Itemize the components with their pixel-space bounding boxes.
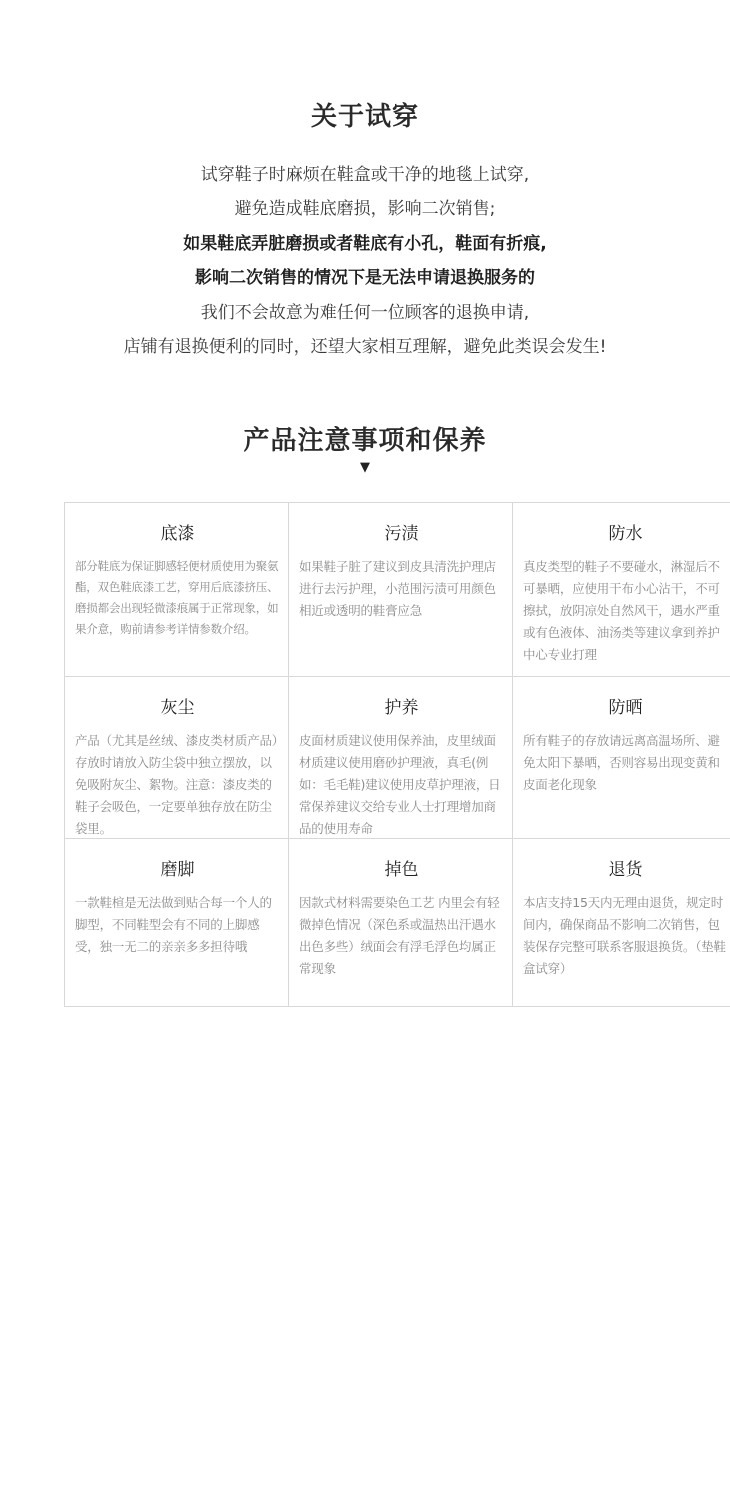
care-tip-rubbing (65, 839, 289, 1007)
care-tip-title: 防晒 (608, 698, 643, 718)
trial-section-title: 关于试穿 (310, 102, 419, 132)
care-tip-title: 掉色 (384, 860, 419, 880)
care-tip-text: 真皮类型的鞋子不要碰水，淋湿后不可暴晒，应使用干布小心沾干，不可擦拭，放阴凉处自然风干，遇水严重或有色液体、油汤类等建议拿到养护中心专业打理 (523, 559, 720, 662)
care-tip-title: 灰尘 (160, 698, 195, 718)
trial-line: 店铺有退换便利的同时，还望大家相互理解，避免此类误会发生! (123, 337, 607, 358)
care-tip-text: 本店支持15天内无理由退货，规定时间内，确保商品不影响二次销售，包装保存完整可联系客服退换货。（垫鞋盒试穿） (523, 895, 726, 976)
care-tip-sun (513, 677, 730, 839)
trial-line: 我们不会故意为难任何一位顾客的退换申请, (200, 302, 530, 323)
care-tip-title: 污渍 (384, 524, 419, 544)
trial-line-emphasis: 如果鞋底弄脏磨损或者鞋底有小孔，鞋面有折痕, (183, 233, 547, 254)
trial-line: 试穿鞋子时麻烦在鞋盒或干净的地毯上试穿, (200, 165, 530, 185)
care-tip-fading (289, 839, 513, 1007)
care-tip-stains (289, 503, 513, 677)
care-tip-text: 所有鞋子的存放请远离高温场所、避免太阳下暴晒，否则容易出现变黄和皮面老化现象 (523, 733, 720, 792)
care-tip-title: 护养 (384, 698, 419, 718)
care-tip-waterproof (513, 503, 730, 677)
trial-notice-text (0, 158, 730, 364)
care-tips-grid (64, 502, 730, 1007)
trial-line-emphasis: 影响二次销售的情况下是无法申请退换服务的 (195, 268, 535, 289)
care-tip-text: 一款鞋楦是无法做到贴合每一个人的脚型，不同鞋型会有不同的上脚感受，独一无二的亲亲多多担待哦 (75, 895, 272, 954)
care-tip-title: 退货 (608, 860, 643, 880)
care-tip-text: 产品（尤其是丝绒、漆皮类材质产品）存放时请放入防尘袋中独立摆放，以免吸附灰尘、絮物。注意：漆皮类的鞋子会吸色，一定要单独存放在防尘袋里。 (75, 733, 278, 836)
care-tip-text: 如果鞋子脏了建议到皮具清洗护理店进行去污护理，小范围污渍可用颜色相近或透明的鞋膏应急 (299, 559, 496, 618)
care-tip-dust (65, 677, 289, 839)
care-tip-title: 底漆 (160, 524, 195, 544)
care-tip-text: 皮面材质建议使用保养油，皮里绒面材质建议使用磨砂护理液，真毛(例如：毛毛鞋)建议使用皮草护理液，日常保养建议交给专业人士打理增加商品的使用寿命 (299, 733, 501, 836)
care-tip-title: 防水 (608, 524, 643, 544)
care-tip-text: 部分鞋底为保证脚感轻便材质使用为聚氨酯，双色鞋底漆工艺，穿用后底漆挤压、磨损都会出现轻微漆痕属于正常现象，如果介意，购前请参考详情参数介绍。 (75, 559, 279, 636)
care-tip-primer (65, 503, 289, 677)
care-tip-maintenance (289, 677, 513, 839)
care-tip-returns (513, 839, 730, 1007)
down-arrow-icon: ▼ (360, 460, 370, 475)
care-section-title: 产品注意事项和保养 (243, 426, 487, 456)
trial-line: 避免造成鞋底磨损，影响二次销售; (234, 199, 496, 220)
care-tip-title: 磨脚 (160, 860, 195, 880)
care-tip-text: 因款式材料需要染色工艺 内里会有轻微掉色情况（深色系或温热出汗遇水出色多些）绒面会有浮毛浮色均属正常现象 (299, 895, 500, 976)
